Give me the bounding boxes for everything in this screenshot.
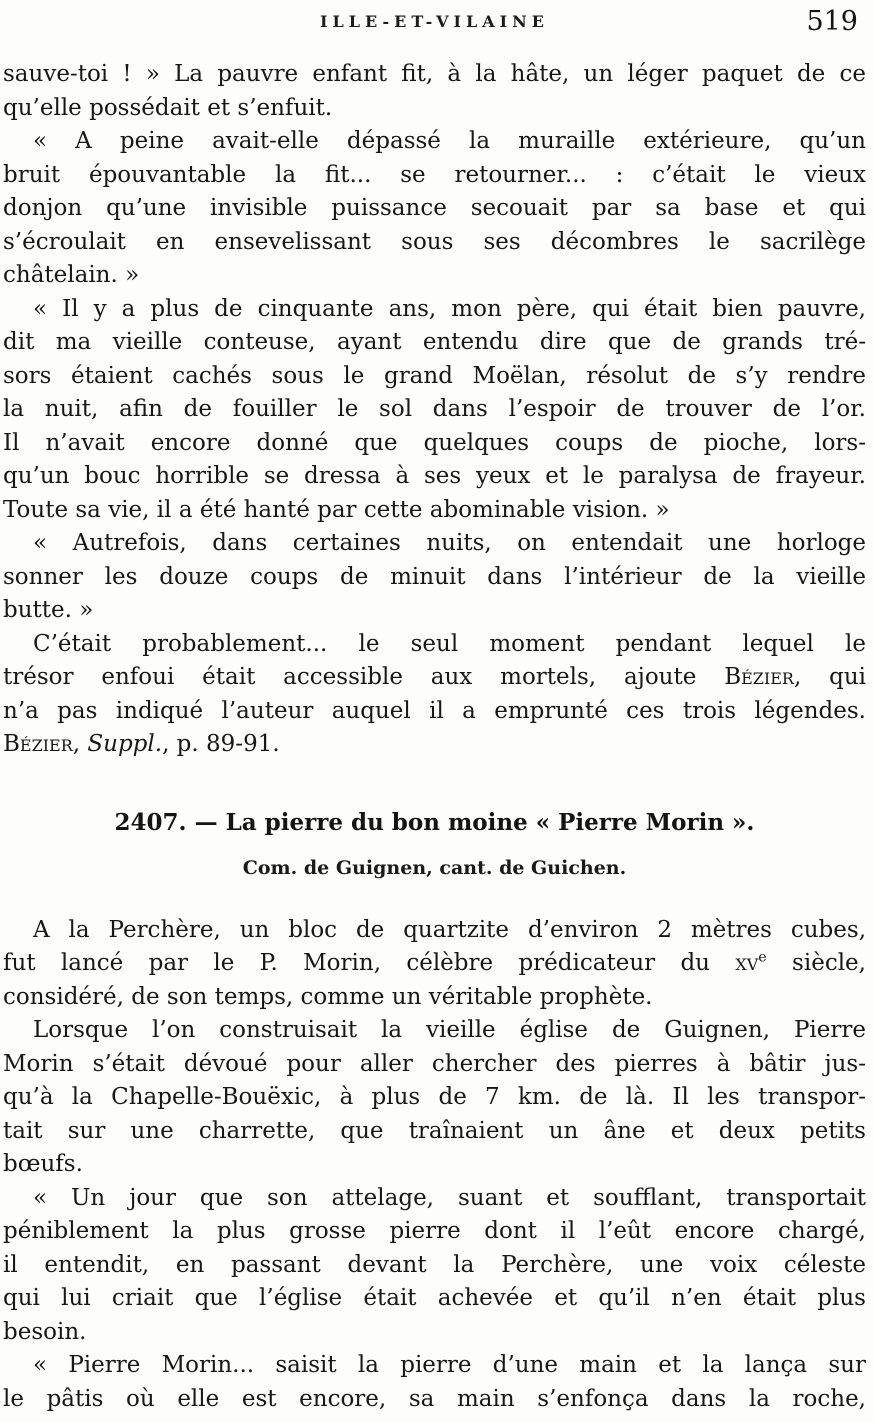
text-line bbox=[3, 1282, 866, 1316]
text-run: Morin s’était dévoué pour aller chercher des pierres à bâtir jus- bbox=[3, 1050, 866, 1077]
text-line bbox=[3, 981, 866, 1015]
paragraph bbox=[3, 914, 866, 1015]
text-run: C’était probablement... le seul moment pendant lequel le bbox=[33, 630, 866, 657]
text-run: n’a pas indiqué l’auteur auquel il a emprunté ces trois légendes. bbox=[3, 697, 866, 724]
text-run: le pâtis où elle est encore, sa main s’enfonça dans la roche, bbox=[3, 1385, 866, 1412]
text-line bbox=[3, 360, 866, 394]
text-line bbox=[3, 259, 866, 293]
text-line bbox=[3, 1182, 866, 1216]
text-run: sonner les douze coups de minuit dans l’intérieur de la vieille bbox=[3, 563, 866, 590]
text-line bbox=[3, 947, 866, 981]
paragraph bbox=[3, 628, 866, 762]
text-run: qui lui criait que l’église était achevée et qu’il n’en était plus bbox=[3, 1285, 866, 1311]
text-line bbox=[3, 58, 866, 92]
running-header bbox=[3, 8, 866, 38]
text-run: Lorsque l’on construisait la vieille église de Guignen, Pierre bbox=[33, 1017, 866, 1043]
running-header-title: ILLE-ET-VILAINE bbox=[320, 12, 549, 31]
paragraph bbox=[3, 1182, 866, 1350]
page-number: 519 bbox=[806, 6, 858, 37]
paragraph bbox=[3, 1014, 866, 1182]
text-run: Il n’avait encore donné que quelques coups de pioche, lors- bbox=[3, 429, 866, 456]
text-line bbox=[3, 1383, 866, 1417]
paragraph bbox=[3, 58, 866, 125]
text-run: , bbox=[72, 731, 88, 757]
paragraph bbox=[3, 527, 866, 628]
text-run: « Autrefois, dans certaines nuits, on entendait une horloge bbox=[33, 530, 866, 556]
text-run: s’écroulait en ensevelissant sous ses décombres le sacrilège bbox=[3, 228, 866, 255]
text-line bbox=[3, 1249, 866, 1283]
text-line bbox=[3, 1081, 866, 1115]
text-line bbox=[3, 1014, 866, 1048]
text-run: châtelain. » bbox=[3, 262, 140, 288]
text-run: dit ma vieille conteuse, ayant entendu dire que de grands tré- bbox=[3, 329, 866, 355]
text-run: fut lancé par le P. Morin, célèbre prédicateur du bbox=[3, 950, 736, 976]
text-run: « A peine avait-elle dépassé la muraille extérieure, qu’un bbox=[33, 128, 866, 154]
text-run: trésor enfoui était accessible aux mortels, ajoute bbox=[3, 664, 725, 690]
styled-text-run: Bézier bbox=[3, 731, 73, 757]
text-run: il entendit, en passant devant la Perchère, une voix céleste bbox=[3, 1251, 866, 1278]
text-line bbox=[3, 594, 866, 628]
page-body bbox=[3, 58, 866, 1416]
text-run: A la Perchère, un bloc de quartzite d’environ 2 mètres cubes, bbox=[33, 916, 866, 943]
text-line bbox=[3, 1048, 866, 1082]
entry-section bbox=[3, 914, 866, 1417]
text-run: bœufs. bbox=[3, 1151, 83, 1177]
styled-text-run: Bézier bbox=[724, 664, 794, 690]
text-line bbox=[3, 628, 866, 662]
text-run: « Pierre Morin... saisit la pierre d’une main et la lança sur bbox=[33, 1352, 866, 1378]
text-line bbox=[3, 226, 866, 260]
text-run: sauve-toi ! » La pauvre enfant fit, à la hâte, un léger paquet de ce bbox=[3, 61, 866, 87]
text-line bbox=[3, 293, 866, 327]
text-line bbox=[3, 914, 866, 948]
paragraph bbox=[3, 125, 866, 293]
text-run: « Il y a plus de cinquante ans, mon père, qui était bien pauvre, bbox=[33, 295, 866, 322]
text-line bbox=[3, 1349, 866, 1383]
entry-heading: 2407. — La pierre du bon moine « Pierre Morin ». bbox=[114, 808, 755, 836]
text-run: qu’un bouc horrible se dressa à ses yeux et le paralysa de frayeur. bbox=[3, 463, 866, 489]
paragraph bbox=[3, 293, 866, 528]
text-line bbox=[3, 1148, 866, 1182]
text-run: sors étaient cachés sous le grand Moëlan, résolut de s’y rendre bbox=[3, 362, 866, 389]
text-line bbox=[3, 159, 866, 193]
text-line bbox=[3, 1215, 866, 1249]
styled-text-run: Suppl. bbox=[87, 731, 163, 757]
text-line bbox=[3, 326, 866, 360]
text-line bbox=[3, 427, 866, 461]
text-run: qu’à la Chapelle-Bouëxic, à plus de 7 km. de là. Il les transpor- bbox=[3, 1084, 866, 1110]
text-line bbox=[3, 494, 866, 528]
text-line bbox=[3, 661, 866, 695]
text-line bbox=[3, 695, 866, 729]
styled-text-run: xv bbox=[735, 950, 759, 976]
text-run: , p. 89-91. bbox=[162, 731, 280, 757]
text-run: , qui bbox=[793, 664, 866, 690]
text-line bbox=[3, 92, 866, 126]
styled-text-run: e bbox=[758, 949, 767, 966]
entry-location: Com. de Guignen, cant. de Guichen. bbox=[242, 856, 627, 879]
text-line bbox=[3, 460, 866, 494]
text-run: qu’elle possédait et s’enfuit. bbox=[3, 94, 333, 121]
legends-continuation-section bbox=[3, 58, 866, 762]
text-run: butte. » bbox=[3, 597, 94, 623]
text-run: besoin. bbox=[3, 1318, 87, 1345]
text-line bbox=[3, 125, 866, 159]
text-run: la nuit, afin de fouiller le sol dans l’espoir de trouver de l’or. bbox=[3, 396, 866, 422]
text-line bbox=[3, 728, 866, 762]
text-line bbox=[3, 192, 866, 226]
text-run: bruit épouvantable la fit... se retourner... : c’était le vieux bbox=[3, 161, 866, 188]
text-run: Toute sa vie, il a été hanté par cette abominable vision. » bbox=[3, 496, 670, 523]
text-run: péniblement la plus grosse pierre dont il l’eût encore chargé, bbox=[3, 1218, 866, 1244]
text-run: tait sur une charrette, que traînaient un âne et deux petits bbox=[3, 1117, 866, 1144]
text-line bbox=[3, 561, 866, 595]
text-run: considéré, de son temps, comme un véritable prophète. bbox=[3, 983, 653, 1010]
text-run: « Un jour que son attelage, suant et soufflant, transportait bbox=[33, 1184, 866, 1211]
text-line bbox=[3, 1316, 866, 1350]
text-line bbox=[3, 393, 866, 427]
text-run: siècle, bbox=[766, 950, 866, 976]
text-line bbox=[3, 527, 866, 561]
text-run: donjon qu’une invisible puissance secouait par sa base et qui bbox=[3, 195, 866, 221]
text-line bbox=[3, 1115, 866, 1149]
paragraph bbox=[3, 1349, 866, 1416]
